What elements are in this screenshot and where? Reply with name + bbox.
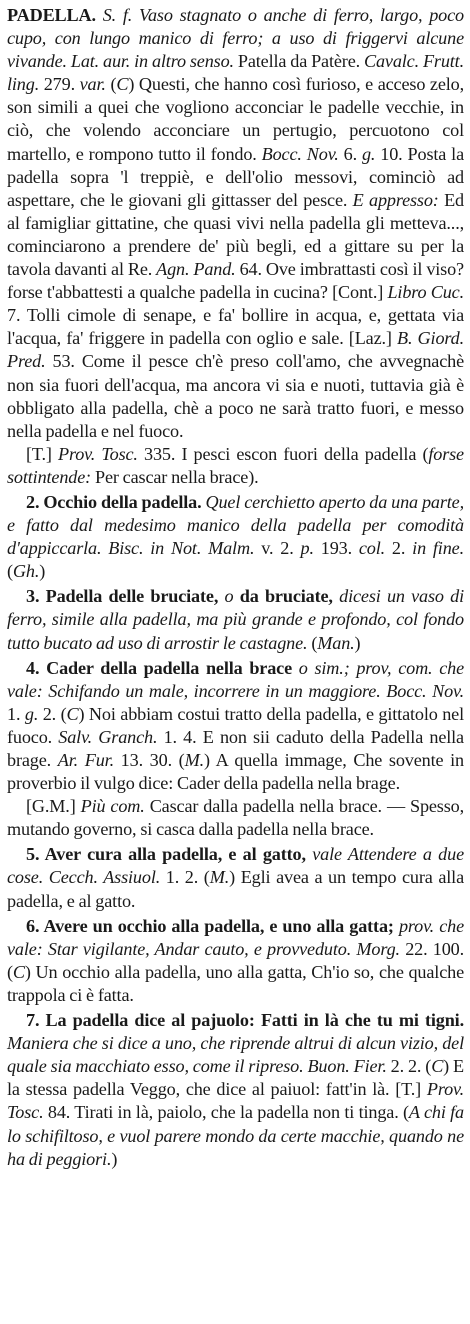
text-run: ) Un occhio alla padella, uno alla gatta, Ch'io so, che qualche trappola ci è fatta. <box>7 961 464 1005</box>
italic-run: M. <box>184 750 204 770</box>
italic-run: Agn. Pand. <box>156 259 236 280</box>
italic-run: Salv. Granch. <box>58 726 158 747</box>
italic-run: g. <box>24 703 39 724</box>
sense-7-la-padella-dice <box>7 1009 464 1171</box>
italic-run: col. <box>358 538 386 559</box>
text-run: ) Questi, che hanno così furioso, e acceso zelo, son simili a quei che vogliono acconciar le padelle vecchie, in ciò, che volendo acconciare un pertugio, percuotono col martello, e rompono tutto il fondo. <box>7 74 464 164</box>
italic-run: in fine. <box>412 538 464 559</box>
text-run: ) <box>111 1148 118 1169</box>
text-run: 2. ( <box>38 703 67 724</box>
bold-run: 4. Cader della padella nella brace <box>26 657 293 678</box>
text-run: Cascar dalla padella nella brace. — Spesso, mutando governo, si casca dalla padella nella brace. <box>7 796 465 840</box>
text-run: ) Egli avea a un tempo cura alla padella, e al gatto. <box>7 867 464 911</box>
italic-run: E appresso: <box>352 189 439 210</box>
italic-run: A chi fa lo schifiltoso, e vuol parere mondo da certe macchie, quando ne ha di peggiori. <box>7 1102 464 1169</box>
bold-run: PADELLA. <box>7 5 96 25</box>
text-run <box>292 658 299 678</box>
text-run: Patella da Patère. <box>233 51 364 72</box>
text-run: ( <box>105 74 117 95</box>
text-run <box>96 5 103 25</box>
sense-2-occhio-della-padella <box>7 491 464 583</box>
italic-run: C <box>66 703 79 724</box>
italic-run: C <box>12 961 25 982</box>
text-run: 10. Posta la padella sopra 'l treppiè, e dell'olio messovi, cominciò ad aspettare, che le giovani gli gittasser del pesce. <box>7 143 464 210</box>
text-run: ( <box>307 632 318 653</box>
text-run: ) E la stessa padella Veggo, che dice al paiuol: fatt'in là. [T.] <box>7 1056 464 1100</box>
italic-run: g. <box>361 143 376 164</box>
text-run: ) <box>39 561 46 582</box>
italic-run: Ar. Fur. <box>57 750 114 770</box>
text-run: ) Noi abbiam costui tratto della padella, e gittatolo nel fuoco. <box>7 703 464 747</box>
entry-prov-tosc-335 <box>7 443 464 489</box>
italic-run: o sim.; prov, com. che vale: Schifando un male, incorrere in un maggiore. Bocc. Nov. <box>7 657 465 701</box>
bold-run: da bruciate, <box>239 586 333 607</box>
text-run: 193. <box>313 538 359 559</box>
text-run: 1. 4. E non sii caduto della Padella nella brage. <box>7 726 464 770</box>
text-run: ( <box>7 561 13 582</box>
text-run: Per cascar nella brace). <box>91 466 259 487</box>
text-run: 2. <box>385 538 413 559</box>
text-run: 6. <box>338 143 362 164</box>
text-run: 2. 2. ( <box>386 1056 432 1077</box>
italic-run: C <box>116 74 129 95</box>
italic-run: Libro Cuc. <box>387 282 465 303</box>
italic-run: Bocc. Nov. <box>261 143 339 164</box>
italic-run: p. <box>300 538 314 559</box>
italic-run: var. <box>79 74 106 95</box>
italic-run: Gh. <box>12 561 40 582</box>
text-run: [T.] <box>26 443 59 464</box>
text-run: ) A quella immage, Che sovente in proverbio il vulgo dice: Cader della padella nella brage. <box>7 750 465 794</box>
text-run: ) <box>354 632 361 653</box>
text-run: 13. 30. ( <box>113 750 185 770</box>
text-run: 1. 2. ( <box>160 867 210 888</box>
italic-run: S. f. Vaso stagnato o anche di ferro, largo, poco cupo, con lungo manico di ferro; a uso di friggervi alcune vivande. Lat. aur. in altro senso. <box>7 5 464 72</box>
bold-run: 6. Avere un occhio alla padella, e uno alla gatta; <box>26 915 394 936</box>
sense-4-cader-della-padella <box>7 657 464 796</box>
italic-run: M. <box>209 867 230 888</box>
text-run: 279. <box>39 74 80 95</box>
italic-run: Prov. Tosc. <box>58 443 138 464</box>
text-run: 53. Come il pesce ch'è preso coll'amo, che avvegnachè non sia fuori dell'acqua, ma ancora vi sia e nuoti, tuttavia già è obbligato alla padella, chè a poco ne sarà tratto fuori, e messo nella padella e nel fuoco. <box>7 351 464 441</box>
text-run: v. 2. <box>254 538 301 559</box>
italic-run: Cavalc. Frutt. ling. <box>7 51 464 95</box>
sense-3-padella-delle-bruciate <box>7 585 464 654</box>
bold-run: 2. Occhio della padella. <box>26 491 202 512</box>
bold-run: 3. Padella delle bruciate, <box>26 586 219 607</box>
sense-6-avere-un-occhio <box>7 915 464 1007</box>
italic-run: Più com. <box>80 796 145 817</box>
text-run: 64. Ove imbrattasti così il viso? forse t'abbattesti a qualche padella in cucina? [Cont.] <box>7 259 464 303</box>
italic-run: prov. che vale: Star vigilante, Andar cauto, e provveduto. Morg. <box>7 915 464 959</box>
sense-5-aver-cura-alla-padella <box>7 843 464 912</box>
italic-run: vale Attendere a due cose. Cecch. Assiuol. <box>7 844 464 888</box>
italic-run: Prov. Tosc. <box>7 1079 464 1123</box>
entry-padella-definition <box>7 4 464 443</box>
bold-run: 5. Aver cura alla padella, e al gatto, <box>26 844 306 865</box>
italic-run: B. Giord. Pred. <box>7 328 464 372</box>
text-run: 84. Tirati in là, paiolo, che la padella non ti tinga. ( <box>43 1102 409 1123</box>
text-run: 22. 100. ( <box>7 938 464 982</box>
sense-4-gm-note <box>7 795 464 841</box>
text-run: [G.M.] <box>26 796 81 817</box>
text-run: 7. Tolli cimole di senape, e fa' bollire in acqua, e, gettata via l'acqua, fa' friggere in padella con oglio e sale. [Laz.] <box>7 305 464 349</box>
italic-run: forse sottintende: <box>7 443 464 487</box>
italic-run: C <box>431 1056 444 1077</box>
italic-run: Man. <box>317 632 355 653</box>
italic-run: Quel cerchietto aperto da una parte, e fatto dal medesimo manico della padella per comodità d'appiccarla. Bisc. in Not. Malm. <box>7 491 464 559</box>
italic-run: o <box>224 586 234 607</box>
text-run: 335. I pesci escon fuori della padella ( <box>137 443 429 464</box>
bold-run: 7. La padella dice al pajuolo: Fatti in là che tu mi tigni. <box>26 1010 464 1031</box>
text-run: Ed al famigliar gittatine, che quasi vivi nella padella gli metteva..., cominciarono a prendere de' più begli, ed a gittare su per la tavola davanti al Re. <box>7 189 465 280</box>
italic-run: Maniera che si dice a uno, che riprende altrui di alcun vizio, del quale sia macchiato esso, come il ripreso. Buon. Fier. <box>7 1033 464 1077</box>
text-run: 1. <box>7 703 25 724</box>
italic-run: dicesi un vaso di ferro, simile alla padella, ma più grande e profondo, col fondo tutto bucato ad uso di arrostir le castagne. <box>7 586 464 653</box>
